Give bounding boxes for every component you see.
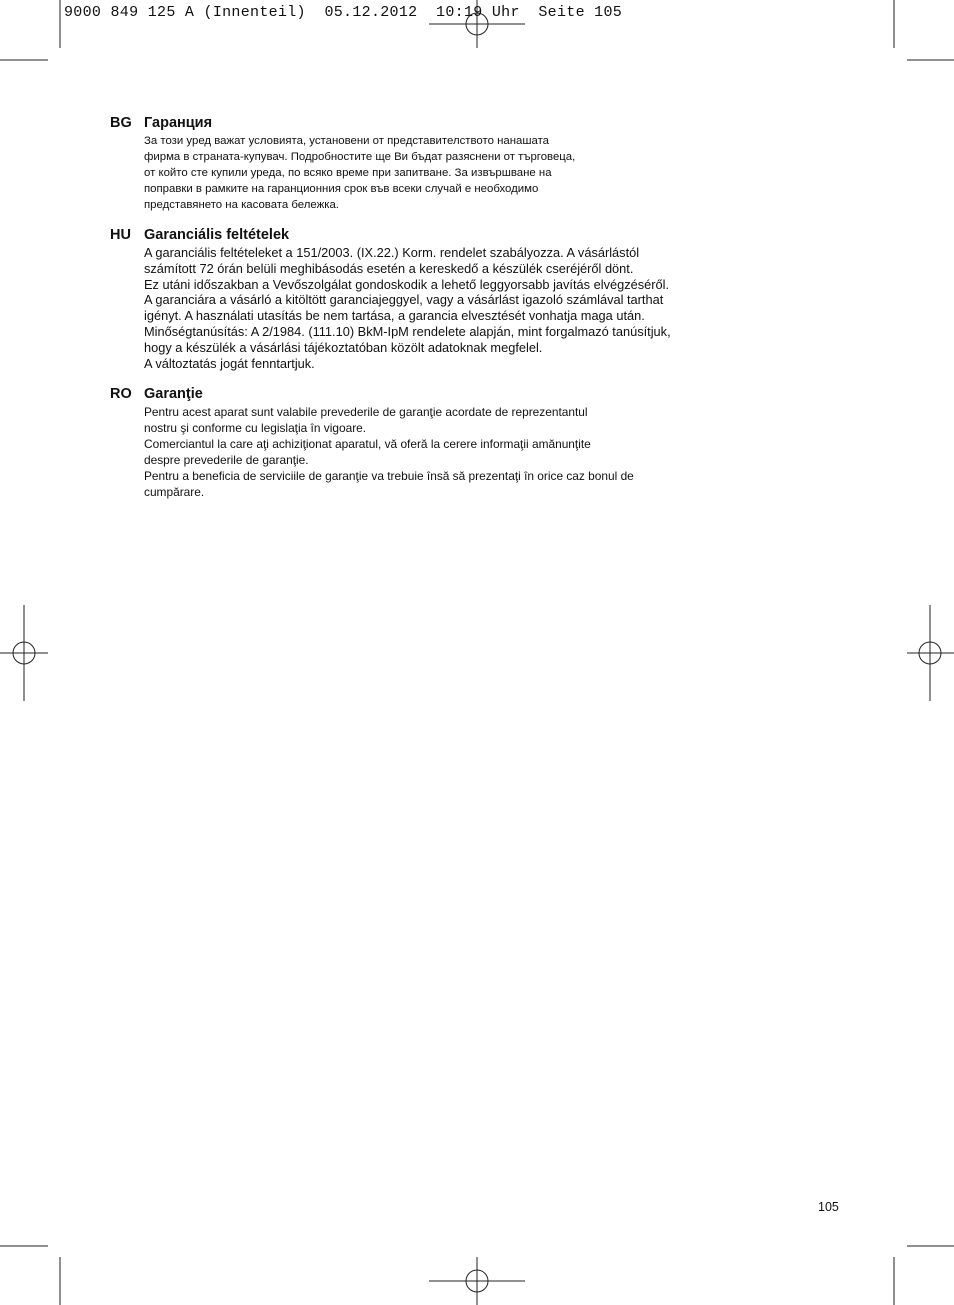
section-heading [110,386,750,404]
section-heading [110,115,750,133]
text-line: igényt. A használati utasítás be nem tartása, a garancia elvesztését vonhatja maga után. [144,308,645,324]
registration-mark-bottom [429,1257,525,1305]
text-line: cumpărare. [144,485,205,499]
section-body [144,404,750,500]
section-hu [110,227,750,371]
text-line: nostru şi conforme cu legislaţia în vigoare. [144,421,367,435]
text-line: представянето на касовата бележка. [144,199,339,211]
text-line: Minőségtanúsítás: A 2/1984. (111.10) BkM-IpM rendelete alapján, mint forgalmazó tanúsítjuk, [144,323,671,339]
text-line: фирма в страната-купувач. Подробностите ще Ви бъдат разяснени от търговеца, [144,151,576,163]
text-line: A garanciára a vásárló a kitöltött garanciajeggyel, vagy a vásárlást igazoló számlával tarthat [144,292,664,308]
text-line: hogy a készülék a vásárlási tájékoztatóban közölt adatoknak megfelel. [144,339,543,355]
language-code: BG [110,115,132,131]
page-number: 105 [818,1200,839,1214]
text-line: despre prevederile de garanţie. [144,453,309,467]
text-line: A garanciális feltételeket a 151/2003. (IX.22.) Korm. rendelet szabályozza. A vásárlástól [144,245,640,260]
text-line: A változtatás jogát fenntartjuk. [144,355,315,371]
text-line: Comerciantul la care aţi achiziţionat aparatul, vă oferă la cerere informaţii amănunţite [144,437,591,451]
section-title: Garanciális feltételek [144,227,290,243]
registration-mark-left [0,605,48,701]
text-line: поправки в рамките на гаранционния срок във всеки случай е необходимо [144,183,539,195]
text-line: За този уред важат условията, установени от представителството нанашата [144,135,549,147]
text-line: Pentru acest aparat sunt valabile prevederile de garanţie acordate de reprezentantul [144,405,588,419]
section-title: Garanţie [144,386,203,402]
section-title: Гаранция [144,115,213,131]
text-line: Pentru a beneficia de serviciile de garanţie va trebuie însă să prezentaţi în orice caz bonul de [144,469,634,483]
language-code: RO [110,386,132,402]
section-bg [110,115,750,213]
section-body [144,133,750,213]
section-ro [110,386,750,500]
language-code: HU [110,227,131,243]
print-header: 9000 849 125 A (Innenteil) 05.12.2012 10:19 Uhr Seite 105 [64,4,623,21]
text-line: számított 72 órán belüli meghibásodás esetén a kereskedő a készülék cseréjéről dönt. [144,260,634,276]
text-line: от който сте купили уреда, по всяко време при запитване. За извършване на [144,167,552,179]
registration-mark-right [907,605,954,701]
section-heading [110,227,750,245]
section-body [144,245,750,371]
text-line: Ez utáni időszakban a Vevőszolgálat gondoskodik a lehető leggyorsabb javítás elvégzéséről. [144,276,670,292]
